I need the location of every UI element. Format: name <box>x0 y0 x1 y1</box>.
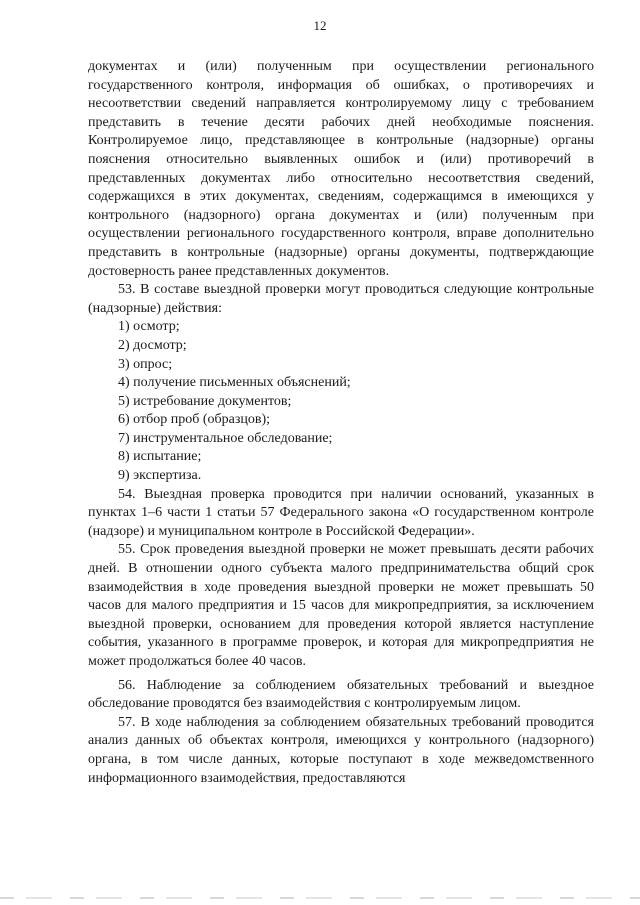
paragraph-57: 57. В ходе наблюдения за соблюдением обязательных требований проводится анализ данных об объектах контроля, имеющихся у контрольного (надзорного) органа, в том числе данных, которые поступают в ходе межведомственного информационного взаимодействия, предоставляются <box>88 714 594 786</box>
list-item-4: 4) получение письменных объяснений; <box>118 375 351 391</box>
list-item-2: 2) досмотр; <box>118 337 187 353</box>
list-item-9: 9) экспертиза. <box>118 468 202 484</box>
list-item-6: 6) отбор проб (образцов); <box>118 412 271 428</box>
list-item-1: 1) осмотр; <box>118 319 180 335</box>
list-item-8: 8) испытание; <box>118 449 202 465</box>
paragraph-continuation: документах и (или) полученным при осуществлении регионального государственного контроля, информация об ошибках, о противоречиях и несоответствии сведений направляется контролируемому лицу с требованием представить в течение десяти рабочих дней необходимые пояснения. Контролируемое лицо, представляющее в контрольные (надзорные) органы пояснения относительно выявленных ошибок и (или) противоречий в представленных документах либо относительно несоответствия сведений, содержащихся в этих документах, сведениям, содержащимся в имеющихся у контрольного (надзорного) органа документах и (или) полученным при осуществлении регионального государственного контроля, вправе дополнительно представить в контрольные (надзорные) органы документы, подтверждающие достоверность ранее представленных документов. <box>88 59 594 279</box>
page-number: 12 <box>313 18 327 33</box>
paragraph-55: 55. Срок проведения выездной проверки не может превышать десяти рабочих дней. В отношении одного субъекта малого предпринимательства общий срок взаимодействия в ходе проведения выездной проверки не может превышать 50 часов для малого предприятия и 15 часов для микропредприятия, за исключением выездной проверки, основанием для проведения которой является наступление события, указанного в программе проверок, и которая для микропредприятия не может продолжаться более 40 часов. <box>88 542 594 669</box>
document-body <box>88 58 594 788</box>
paragraph-56: 56. Наблюдение за соблюдением обязательных требований и выездное обследование проводятся без взаимодействия с контролируемым лицом. <box>88 677 594 712</box>
paragraph-53: 53. В составе выездной проверки могут проводиться следующие контрольные (надзорные) действия: <box>88 282 594 316</box>
paragraph-54: 54. Выездная проверка проводится при наличии оснований, указанных в пунктах 1–6 части 1 статьи 57 Федерального закона «О государственном контроле (надзоре) и муниципальном контроле в Российской Федерации». <box>88 486 594 539</box>
list-item-7: 7) инструментальное обследование; <box>118 430 333 446</box>
scan-edge-artifact <box>0 897 640 899</box>
list-item-3: 3) опрос; <box>118 356 173 372</box>
list-item-5: 5) истребование документов; <box>118 393 292 409</box>
